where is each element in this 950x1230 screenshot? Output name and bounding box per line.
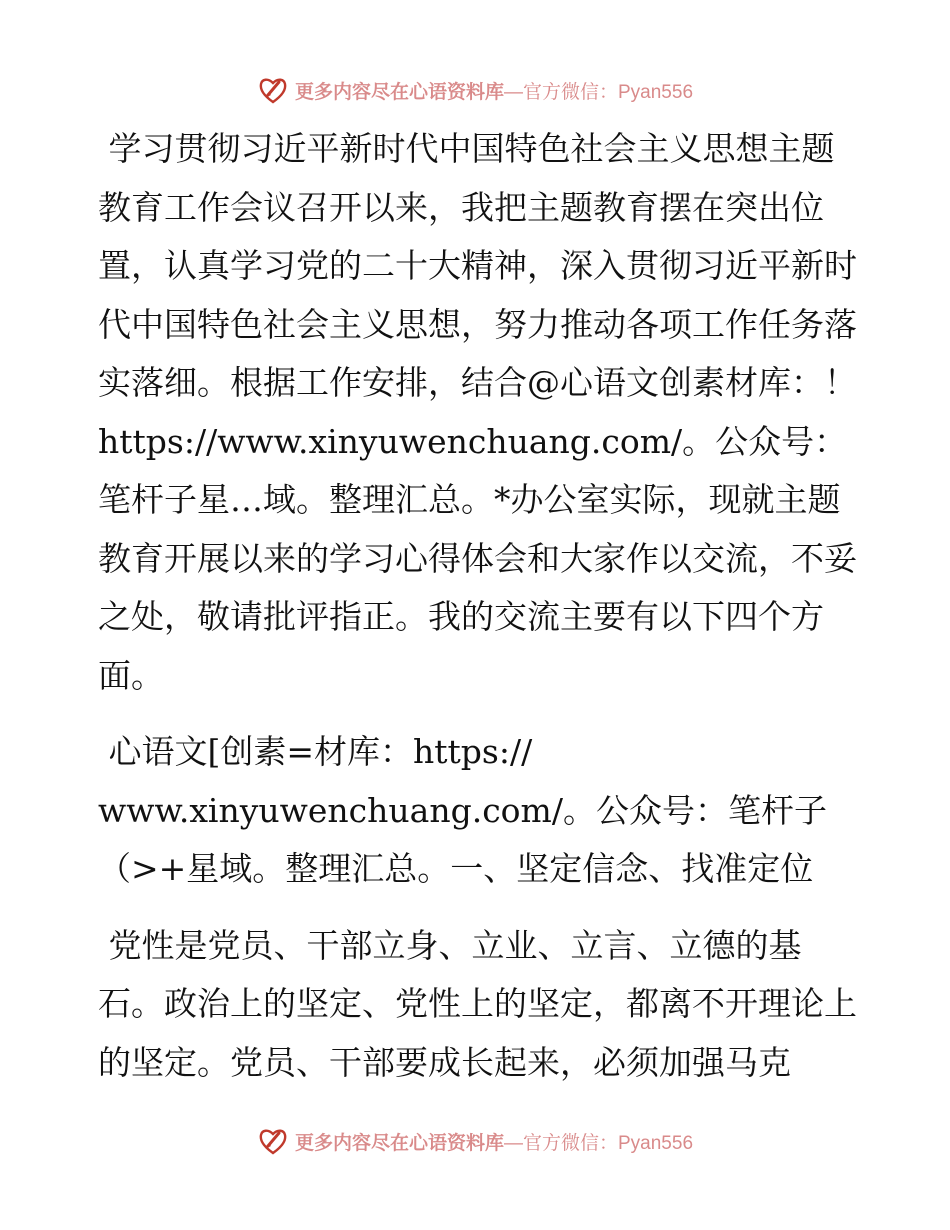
paragraph-party-spirit: 党性是党员、干部立身、立业、立言、立德的基石。政治上的坚定、党性上的坚定，都离不开理论上的坚定。党员、干部要成长起来，必须加强马克 bbox=[98, 925, 857, 1082]
banner-title: 更多内容尽在心语资料库 bbox=[294, 1131, 504, 1154]
heart-pen-logo-icon bbox=[257, 74, 289, 106]
header-banner bbox=[0, 70, 950, 110]
banner-wechat: —官方微信：Pyan556 bbox=[504, 81, 694, 103]
banner-title: 更多内容尽在心语资料库 bbox=[294, 80, 504, 103]
heart-pen-logo-icon bbox=[257, 1125, 289, 1157]
paragraph-section-heading: 心语文[创素=材库：https:// www.xinyuwenchuang.com/。公众号：笔杆子 （>+星域。整理汇总。一、坚定信念、找准定位 bbox=[98, 732, 827, 888]
document-body bbox=[98, 120, 858, 1092]
footer-banner bbox=[0, 1121, 950, 1161]
banner-wechat: —官方微信：Pyan556 bbox=[504, 1132, 694, 1154]
paragraph-intro: 学习贯彻习近平新时代中国特色社会主义思想主题教育工作会议召开以来，我把主题教育摆在突出位置，认真学习党的二十大精神，深入贯彻习近平新时代中国特色社会主义思想，努力推动各项工作任务落实落细。根据工作安排，结合@心语文创素材库：！https://www.xinyuwenchuang.com/。公众号：笔杆子星…域。整理汇总。*办公室实际，现就主题教育开展以来的学习心得体会和大家作以交流，不妥之处，敬请批评指正。我的交流主要有以下四个方面。 bbox=[98, 129, 857, 695]
